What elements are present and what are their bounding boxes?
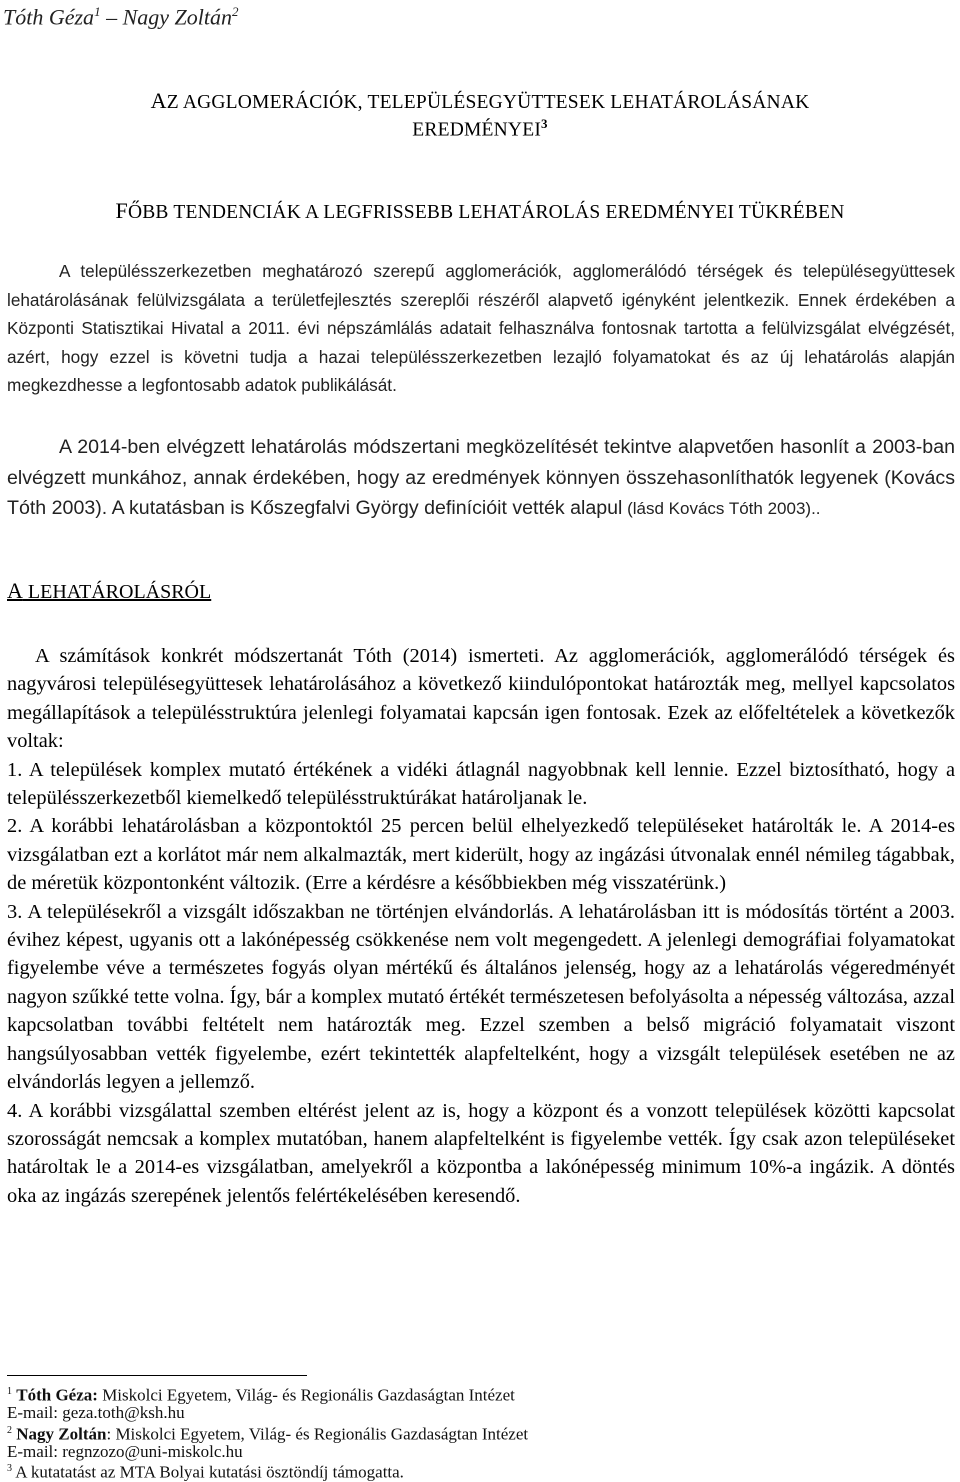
author-1-name: Tóth Géza [3,4,95,30]
author-2-name: Nagy Zoltán [122,4,232,30]
footnote-1-number: 1 [7,1386,12,1397]
footnote-2 [7,1422,528,1443]
footnote-1-affiliation: Miskolci Egyetem, Világ- és Regionális Gazdaságtan Intézet [97,1385,515,1405]
author-2-ref: 2 [231,4,239,19]
subtitle-initial: F [115,198,128,223]
criteria-item-4: 4. A korábbi vizsgálattal szemben eltérést jelent az is, hogy a központ és a vonzott települések közötti kapcsolat szorosságát nemcsak a komplex mutatóban, hanem alapfeltelként is figyelembe vették. Így csak azon településeket határoltak le a 2014-es vizsgálatban, amelyekről a központba a lakónépesség minimum 10%-a ingázik. A döntés oka az ingázás szerepének jelentős felértékelésében keresendő. [7,1099,955,1207]
running-header-authors [3,4,238,30]
footnote-3-number: 3 [7,1463,12,1475]
criteria-item-1: 1. A települések komplex mutató értékének a vidéki átlagnál nagyobbnak kell lennie. Ezzel biztosítható, hogy a településszerkezetből kiemelkedő településstruktúrákat határoljanak le. [7,758,955,810]
footnotes [7,1383,528,1481]
section-body [7,642,955,1210]
criteria-item-3: 3. A településekről a vizsgált időszakban ne történjen elvándorlás. A lehatárolásban itt is módosítás történt a 2003. évihez képest, ugyanis ott a lakónépesség csökkenése nem volt megengedett. A jelenlegi demográfiai folyamatokat figyelembe véve a természetes fogyás olyan mértékű és általános jelenség, hogy az a lehatárolás végeredményét nagyon szűkké tette volna. Így, bár a komplex mutató értékét természetesen befolyásolta a népesség változása, azzal kapcsolatban további feltételt nem határozták meg. Ezzel szemben a belső migráció folyamatait viszont hangsúlyosabban vették figyelembe, ezért tekintették alapfeltelként, hogy a vizsgált települések esetében ne az elvándorlás legyen a jellemző. [7,900,955,1094]
paragraph-methodology [7,432,955,525]
footnote-1-name: Tóth Géza: [16,1385,98,1405]
title-initial: A [150,88,167,113]
title-line-2 [0,116,960,142]
subtitle [0,198,960,224]
section-intro-paragraph: A számítások konkrét módszertanát Tóth (2014) ismerteti. Az agglomerációk, agglomerálódó térségek és nagyvárosi településegyüttesek lehatárolásához a következő kiindulópontokat határozták meg, mellyel kapcsolatos megállapítások a településstruktúra jelenlegi folyamatai kapcsán igen fontosak. Ezek az előfeltételek a következők voltak: [7,645,955,753]
title-line-2-text: EREDMÉNYEI [412,119,542,141]
footnote-1 [7,1383,528,1404]
section-heading-initial: A [7,578,23,603]
author-separator: – [106,4,118,30]
subtitle-text: ŐBB TENDENCIÁK A LEGFRISSEBB LEHATÁROLÁS EREDMÉNYEI TÜKRÉBEN [127,202,845,223]
footnote-3-text: A kutatatást az MTA Bolyai kutatási ösztöndíj támogatta. [12,1462,404,1482]
title-footnote-ref: 3 [541,116,548,131]
title-line-1 [0,88,960,114]
footnote-2-email[interactable]: E-mail: regnzozo@uni-miskolc.hu [7,1441,243,1461]
criteria-item-2: 2. A korábbi lehatárolásban a központoktól 25 percen belül elhelyezkedő településeket határolták le. A 2014-es vizsgálatban ezt a korlátot már nem alkalmazták, mert kiderült, hogy az ingázási útvonalak ennél némileg tágabbak, de méretük központonként változik. (Erre a kérdésre a későbbiekben még visszatérünk.) [7,815,955,895]
title-line-1-text: Z AGGLOMERÁCIÓK, TELEPÜLÉSEGYÜTTESEK LEHATÁROLÁSÁNAK [166,92,810,113]
footnote-3 [7,1460,528,1481]
footnote-divider [7,1375,307,1376]
section-heading-text: LEHATÁROLÁSRÓL [22,581,212,603]
section-heading [7,578,211,604]
footnote-2-number: 2 [7,1424,12,1436]
paragraph-methodology-text: A 2014-ben elvégzett lehatárolás módszertani megközelítését tekintve alapvetően hasonlít a 2003-ban elvégzett munkához, annak érdekében, hogy az eredmények könnyen összehasonlíthatók legyenek (Kovács Tóth 2003). A kutatásban is Kőszegfalvi György definícióit vették alapul [7,436,955,519]
author-1-ref: 1 [94,4,101,19]
footnote-2-affiliation: : Miskolci Egyetem, Világ- és Regionális Gazdaságtan Intézet [106,1424,529,1444]
footnote-2-name: Nagy Zoltán [16,1424,107,1444]
paragraph-methodology-ref: (lásd Kovács Tóth 2003).. [622,499,821,518]
footnote-1-email[interactable]: E-mail: geza.toth@ksh.hu [7,1403,185,1423]
paragraph-intro: A településszerkezetben meghatározó szerepű agglomerációk, agglomerálódó térségek és településegyüttesek lehatárolásának felülvizsgálata a területfejlesztés szereplői részéről alapvető igényként jelentkezik. Ennek érdekében a Központi Statisztikai Hivatal a 2011. évi népszámlálás adatait felhasználva fontosnak tartotta a felülvizsgálat elvégzését, azért, hogy ezzel is követni tudja a hazai településszerkezetben lezajló folyamatokat és az új lehatárolás alapján megkezdhesse a legfontosabb adatok publikálását. [7,261,955,396]
